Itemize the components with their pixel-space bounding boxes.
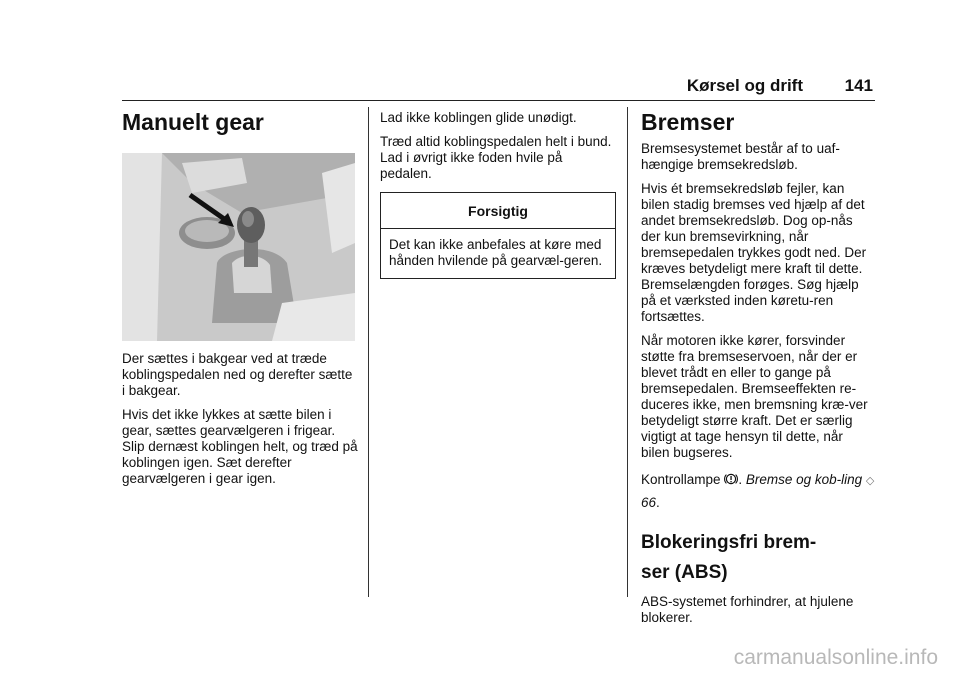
paragraph-abs: ABS-systemet forhindrer, at hjulene blokerer. xyxy=(641,594,854,625)
subheading-abs-line1: Blokeringsfri brem- xyxy=(641,532,817,553)
reference-arrow-icon: ◇ xyxy=(865,475,875,487)
paragraph-reverse-gear: Der sættes i bakgear ved at træde koblingspedalen ned og derefter sætte i bakgear. xyxy=(122,351,353,398)
caution-text: Det kan ikke anbefales at køre med hånden hvilende på gearvæl-geren. xyxy=(389,237,603,268)
column-divider-1 xyxy=(368,107,369,597)
column-clutch xyxy=(380,107,616,279)
brake-warning-icon xyxy=(724,471,738,485)
subheading-abs-line2: ser (ABS) xyxy=(641,562,728,583)
column-divider-2 xyxy=(627,107,628,597)
heading-manual-gear: Manuelt gear xyxy=(122,109,264,135)
watermark: carmanualsonline.info xyxy=(733,646,938,669)
paragraph-clutch-press: Træd altid koblingspedalen helt i bund. Lad i øvrigt ikke foden hvile på pedalen. xyxy=(380,134,612,181)
page-number: 141 xyxy=(844,76,873,95)
paragraph-engine-off: Når motoren ikke kører, forsvinder støtte fra bremseservoen, når der er blevet trådt en eller to gange på bremsepedalen. Bremseeffekten re-duceres ikke, men bremsning kræ-ver betydeligt større kraft. Det er særlig vigtigt at tage hensyn til dette, når bilen bugseres. xyxy=(641,333,868,460)
section-title: Kørsel og drift xyxy=(686,76,803,95)
caution-box xyxy=(380,192,616,279)
column-brakes xyxy=(641,107,875,626)
paragraph-brake-circuit-fail: Hvis ét bremsekredsløb fejler, kan bilen stadig bremses ved hjælp af det andet bremsekredsløb. Dog op-nås der kun bremsevirkning, når bremsepedalen trykkes godt ned. Der kræves betydeligt mere kraft til dette. Bremselængden forøges. Søg hjælp på et værksted inden køretu-ren fortsættes. xyxy=(641,181,867,324)
paragraph-warning-lamp-ref: Kontrollampe . Bremse og kob-ling ◇ 66. xyxy=(641,472,875,510)
column-manual-gear xyxy=(122,107,358,487)
paragraph-gear-fail: Hvis det ikke lykkes at sætte bilen i gear, sættes gearvælgeren i frigear. Slip dernæst koblingen helt, og træd på koblingen igen. Sæt derefter gearvælgeren i gear igen. xyxy=(122,407,358,486)
heading-brakes: Bremser xyxy=(641,109,735,135)
ref-prefix: Kontrollampe xyxy=(641,472,721,487)
ref-page[interactable]: 66 xyxy=(641,495,657,510)
caution-title: Forsigtig xyxy=(381,193,615,229)
paragraph-clutch-slip: Lad ikke koblingen glide unødigt. xyxy=(380,110,577,125)
ref-link-brake-clutch[interactable]: Bremse og kob-ling xyxy=(745,472,863,487)
page-header xyxy=(122,70,875,101)
gear-shift-illustration xyxy=(122,153,355,341)
paragraph-brake-system: Bremsesystemet består af to uaf-hængige bremsekredsløb. xyxy=(641,141,840,172)
gear-shift-picture xyxy=(122,153,355,341)
